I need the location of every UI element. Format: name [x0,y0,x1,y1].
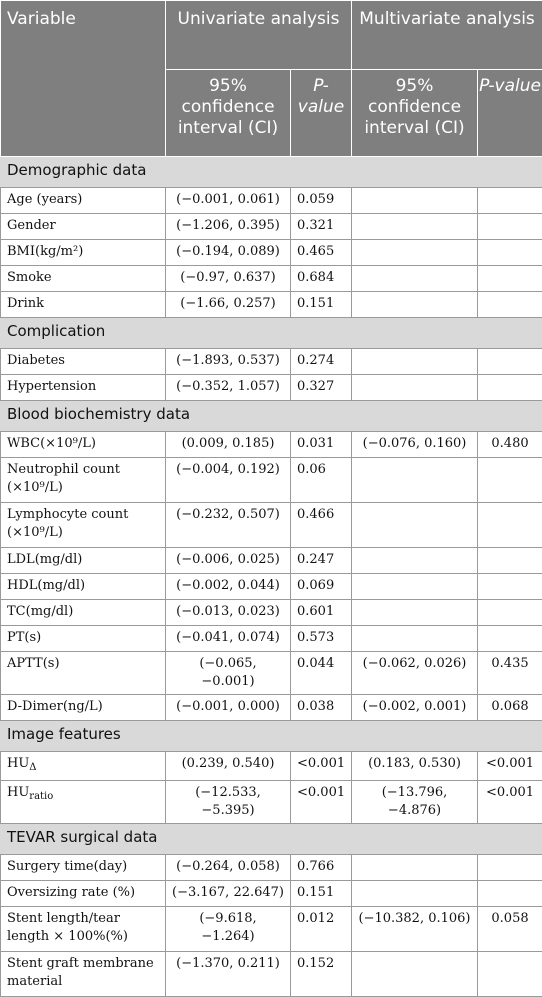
variable-cell [1,952,166,997]
univariate-p-cell: 0.06 [291,458,352,503]
table-row [1,266,542,292]
variable-cell [1,881,166,907]
univariate-p-cell: 0.466 [291,503,352,548]
univariate-ci-cell: (−0.352, 1.057) [166,375,291,401]
multivariate-p-cell [478,548,542,574]
multivariate-ci-cell [352,240,478,266]
section-header-row [1,401,542,432]
variable-cell [1,292,166,318]
variable-cell [1,503,166,548]
table-row [1,695,542,721]
variable-name: Hypertension [7,379,96,394]
table-row [1,881,542,907]
section-title: Demographic data [1,157,542,188]
multivariate-ci-cell [352,600,478,626]
multivariate-p-cell [478,855,542,881]
variable-subscript: ratio [29,791,53,802]
variable-name: Gender [7,218,56,233]
table-row [1,375,542,401]
variable-cell [1,349,166,375]
variable-name: HU [7,785,29,800]
variable-cell [1,695,166,721]
multivariate-p-cell [478,240,542,266]
table-row [1,907,542,952]
multivariate-ci-cell: (−0.062, 0.026) [352,652,478,695]
multivariate-ci-cell [352,881,478,907]
variable-cell [1,781,166,824]
table-row [1,855,542,881]
variable-cell [1,574,166,600]
multivariate-p-cell [478,952,542,997]
univariate-p-cell: 0.069 [291,574,352,600]
univariate-ci-cell: (−0.001, 0.000) [166,695,291,721]
section-header-row [1,157,542,188]
multivariate-p-cell [478,292,542,318]
variable-name: Stent graft membrane material [7,956,154,989]
section-header-row [1,318,542,349]
variable-name: Oversizing rate (%) [7,885,135,900]
multivariate-p-cell [478,266,542,292]
variable-cell [1,600,166,626]
multivariate-ci-cell [352,292,478,318]
univariate-p-cell: 0.601 [291,600,352,626]
univariate-ci-cell: (−0.004, 0.192) [166,458,291,503]
section-title: Complication [1,318,542,349]
univariate-p-cell: 0.031 [291,432,352,458]
univariate-ci-cell: (−3.167, 22.647) [166,881,291,907]
univariate-p-cell: 0.684 [291,266,352,292]
variable-cell [1,548,166,574]
univariate-ci-cell: (0.009, 0.185) [166,432,291,458]
univariate-p-cell: 0.465 [291,240,352,266]
multivariate-p-cell [478,349,542,375]
section-title: Blood biochemistry data [1,401,542,432]
header-multivariate: Multivariate analysis [352,1,542,70]
univariate-ci-cell: (−1.893, 0.537) [166,349,291,375]
multivariate-ci-cell [352,458,478,503]
univariate-p-cell: 0.247 [291,548,352,574]
variable-name: TC(mg/dl) [7,604,73,619]
multivariate-ci-cell [352,626,478,652]
variable-subscript: Δ [29,762,36,773]
univariate-ci-cell: (−0.041, 0.074) [166,626,291,652]
multivariate-ci-cell: (−10.382, 0.106) [352,907,478,952]
univariate-p-cell: 0.327 [291,375,352,401]
table-row [1,600,542,626]
table-row [1,626,542,652]
multivariate-p-cell: <0.001 [478,781,542,824]
table-row [1,574,542,600]
variable-name: Age (years) [7,192,82,207]
univariate-p-cell: 0.038 [291,695,352,721]
univariate-ci-cell: (−1.370, 0.211) [166,952,291,997]
table-row [1,752,542,781]
multivariate-p-cell: <0.001 [478,752,542,781]
univariate-p-cell: 0.044 [291,652,352,695]
multivariate-p-cell [478,881,542,907]
univariate-p-cell: 0.321 [291,214,352,240]
multivariate-p-cell [478,600,542,626]
variable-cell [1,214,166,240]
multivariate-p-cell [478,188,542,214]
multivariate-ci-cell [352,503,478,548]
multivariate-ci-cell [352,855,478,881]
variable-name: Drink [7,296,44,311]
univariate-p-cell: 0.151 [291,881,352,907]
table-row [1,349,542,375]
variable-cell [1,907,166,952]
table-row [1,548,542,574]
univariate-p-cell: 0.573 [291,626,352,652]
variable-cell [1,266,166,292]
table-row [1,781,542,824]
multivariate-p-cell [478,214,542,240]
variable-cell [1,458,166,503]
univariate-ci-cell: (−0.232, 0.507) [166,503,291,548]
variable-name: D-Dimer(ng/L) [7,699,103,714]
variable-name: Surgery time(day) [7,859,127,874]
variable-name: LDL(mg/dl) [7,552,82,567]
variable-name: Neutrophil count (×10⁹/L) [7,462,120,495]
variable-name: BMI(kg/m²) [7,244,83,259]
section-header-row [1,721,542,752]
variable-cell [1,652,166,695]
table-header [1,1,542,157]
variable-cell [1,240,166,266]
variable-name: Lymphocyte count (×10⁹/L) [7,507,128,540]
multivariate-ci-cell [352,188,478,214]
table-row [1,214,542,240]
univariate-ci-cell: (−0.002, 0.044) [166,574,291,600]
multivariate-p-cell [478,626,542,652]
univariate-p-cell: <0.001 [291,752,352,781]
variable-cell [1,432,166,458]
variable-name: HU [7,756,29,771]
header-univariate-ci: 95% confidence interval (CI) [166,70,291,157]
multivariate-ci-cell [352,375,478,401]
section-title: TEVAR surgical data [1,824,542,855]
multivariate-ci-cell: (−0.002, 0.001) [352,695,478,721]
univariate-ci-cell: (−0.065, −0.001) [166,652,291,695]
multivariate-ci-cell: (−0.076, 0.160) [352,432,478,458]
variable-cell [1,188,166,214]
section-title: Image features [1,721,542,752]
variable-cell [1,375,166,401]
table-row [1,240,542,266]
multivariate-ci-cell [352,266,478,292]
multivariate-p-cell [478,503,542,548]
univariate-ci-cell: (−0.006, 0.025) [166,548,291,574]
multivariate-p-cell [478,574,542,600]
multivariate-ci-cell: (−13.796, −4.876) [352,781,478,824]
multivariate-p-cell: 0.058 [478,907,542,952]
univariate-p-cell: 0.152 [291,952,352,997]
variable-cell [1,752,166,781]
univariate-p-cell: 0.274 [291,349,352,375]
header-multivariate-ci: 95% confidence interval (CI) [352,70,478,157]
table-row [1,952,542,997]
multivariate-p-cell: 0.068 [478,695,542,721]
univariate-ci-cell: (0.239, 0.540) [166,752,291,781]
univariate-ci-cell: (−12.533, −5.395) [166,781,291,824]
univariate-ci-cell: (−0.001, 0.061) [166,188,291,214]
multivariate-p-cell [478,458,542,503]
multivariate-p-cell: 0.480 [478,432,542,458]
univariate-p-cell: 0.766 [291,855,352,881]
variable-name: Stent length/tear length × 100%(%) [7,911,128,944]
header-univariate: Univariate analysis [166,1,352,70]
multivariate-p-cell: 0.435 [478,652,542,695]
variable-name: Smoke [7,270,52,285]
header-multivariate-p: P-value [478,70,542,157]
univariate-ci-cell: (−0.194, 0.089) [166,240,291,266]
table-row [1,292,542,318]
univariate-ci-cell: (−0.013, 0.023) [166,600,291,626]
univariate-ci-cell: (−1.206, 0.395) [166,214,291,240]
variable-name: PT(s) [7,630,41,645]
table-body [1,157,542,997]
multivariate-ci-cell [352,548,478,574]
multivariate-ci-cell [352,349,478,375]
variable-cell [1,626,166,652]
variable-cell [1,855,166,881]
multivariate-ci-cell: (0.183, 0.530) [352,752,478,781]
multivariate-p-cell [478,375,542,401]
multivariate-ci-cell [352,574,478,600]
variable-name: HDL(mg/dl) [7,578,85,593]
variable-name: APTT(s) [7,656,60,671]
table-row [1,652,542,695]
univariate-p-cell: 0.151 [291,292,352,318]
univariate-ci-cell: (−1.66, 0.257) [166,292,291,318]
variable-name: Diabetes [7,353,65,368]
univariate-ci-cell: (−0.97, 0.637) [166,266,291,292]
variable-name: WBC(×10⁹/L) [7,436,96,451]
table-row [1,432,542,458]
table-row [1,188,542,214]
multivariate-ci-cell [352,952,478,997]
univariate-ci-cell: (−0.264, 0.058) [166,855,291,881]
univariate-ci-cell: (−9.618, −1.264) [166,907,291,952]
univariate-p-cell: 0.012 [291,907,352,952]
section-header-row [1,824,542,855]
header-univariate-p: P-value [291,70,352,157]
table-row [1,503,542,548]
univariate-p-cell: 0.059 [291,188,352,214]
header-variable: Variable [1,1,166,157]
univariate-p-cell: <0.001 [291,781,352,824]
table-row [1,458,542,503]
multivariate-ci-cell [352,214,478,240]
